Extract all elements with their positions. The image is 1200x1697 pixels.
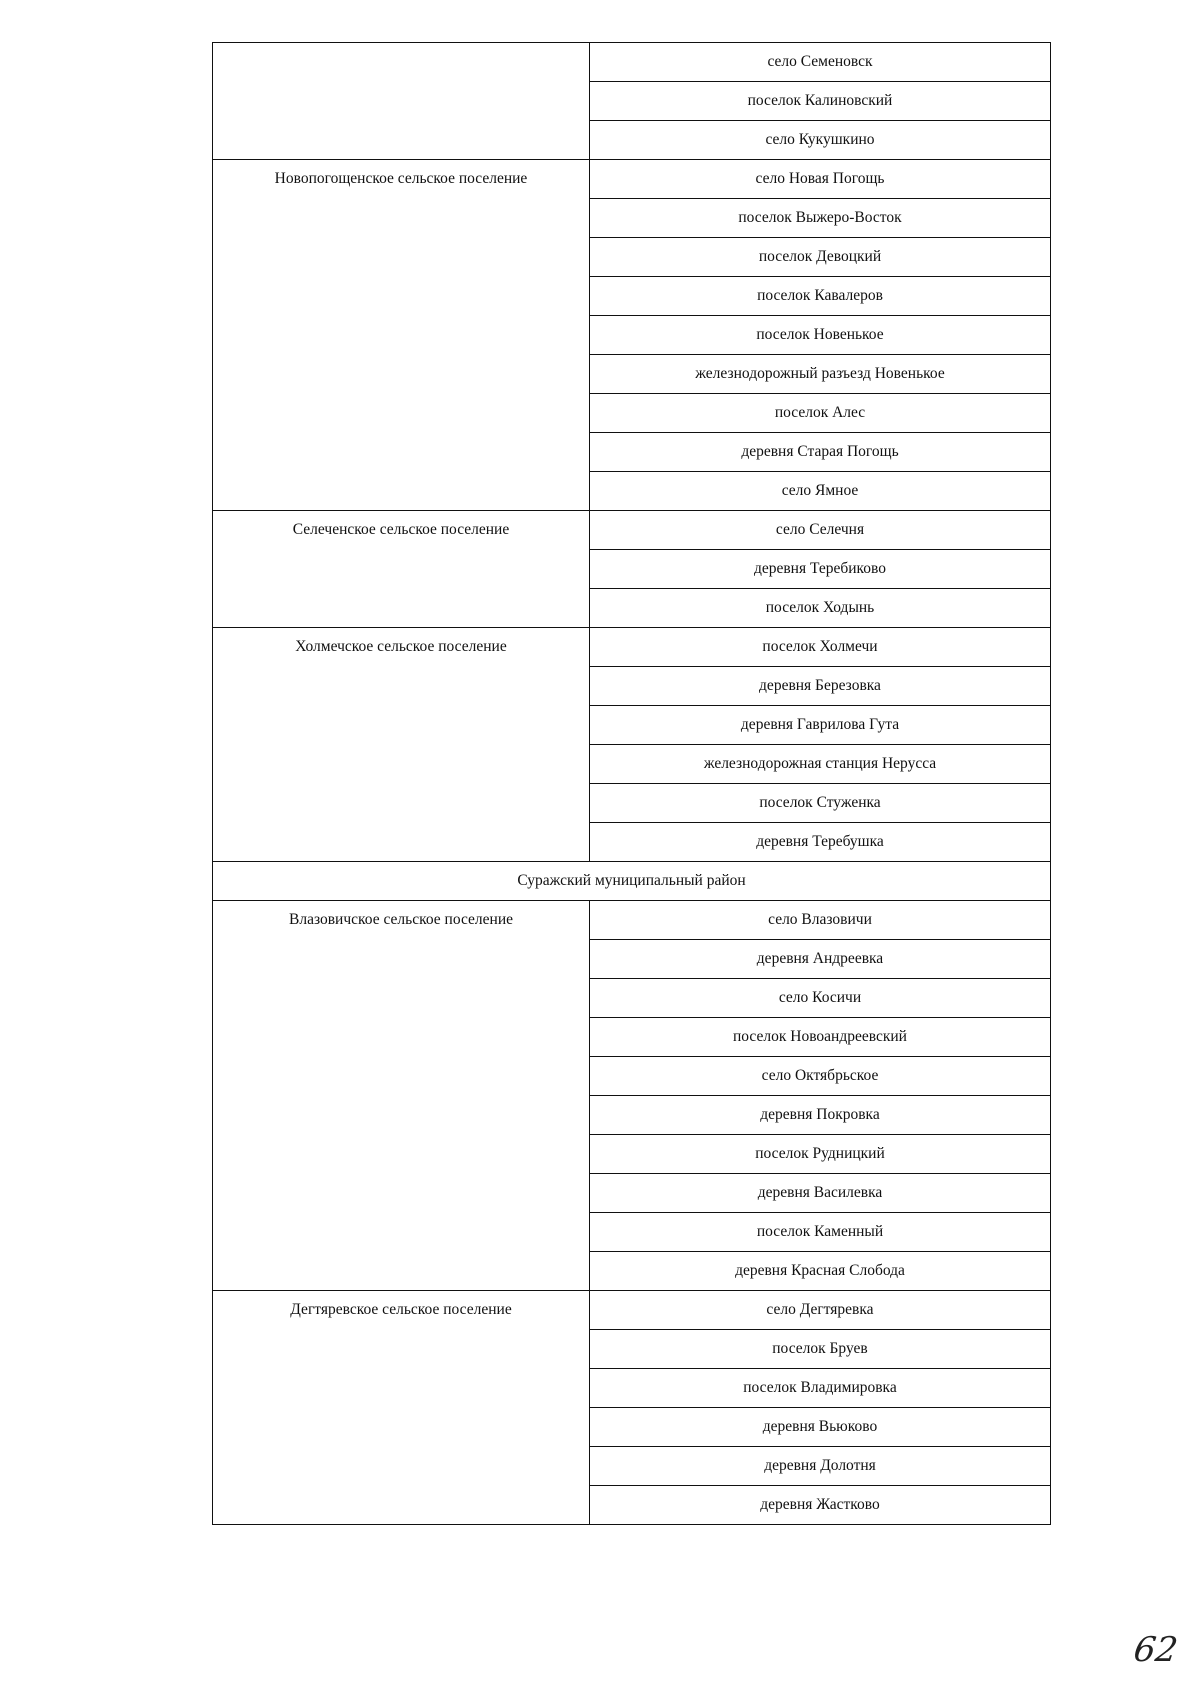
locality-name: железнодорожный разъезд Новенькое <box>590 355 1051 394</box>
locality-name: село Влазовичи <box>590 901 1051 940</box>
locality-name: деревня Жастково <box>590 1486 1051 1525</box>
locality-name: деревня Вьюково <box>590 1408 1051 1447</box>
district-row <box>213 862 1051 901</box>
locality-name: село Новая Погощь <box>590 160 1051 199</box>
locality-name: поселок Девоцкий <box>590 238 1051 277</box>
settlement-name <box>213 43 590 160</box>
locality-name: поселок Новенькое <box>590 316 1051 355</box>
locality-name: поселок Алес <box>590 394 1051 433</box>
locality-name: деревня Андреевка <box>590 940 1051 979</box>
settlement-name: Дегтяревское сельское поселение <box>213 1291 590 1525</box>
locality-name: село Дегтяревка <box>590 1291 1051 1330</box>
settlements-table-body <box>213 43 1051 1525</box>
locality-name: село Селечня <box>590 511 1051 550</box>
locality-name: поселок Новоандреевский <box>590 1018 1051 1057</box>
table-row <box>213 901 1051 940</box>
settlement-name: Новопогощенское сельское поселение <box>213 160 590 511</box>
table-row <box>213 511 1051 550</box>
locality-name: деревня Покровка <box>590 1096 1051 1135</box>
settlement-name: Холмечское сельское поселение <box>213 628 590 862</box>
locality-name: деревня Василевка <box>590 1174 1051 1213</box>
table-row <box>213 160 1051 199</box>
page-number: 62 <box>1131 1630 1181 1670</box>
table-row <box>213 628 1051 667</box>
locality-name: поселок Стуженка <box>590 784 1051 823</box>
locality-name: деревня Гаврилова Гута <box>590 706 1051 745</box>
settlement-name: Влазовичское сельское поселение <box>213 901 590 1291</box>
locality-name: село Октябрьское <box>590 1057 1051 1096</box>
locality-name: поселок Ходынь <box>590 589 1051 628</box>
locality-name: деревня Теребушка <box>590 823 1051 862</box>
district-name: Суражский муниципальный район <box>213 862 1051 901</box>
locality-name: поселок Владимировка <box>590 1369 1051 1408</box>
locality-name: поселок Каменный <box>590 1213 1051 1252</box>
locality-name: деревня Красная Слобода <box>590 1252 1051 1291</box>
locality-name: железнодорожная станция Нерусса <box>590 745 1051 784</box>
locality-name: поселок Рудницкий <box>590 1135 1051 1174</box>
locality-name: село Ямное <box>590 472 1051 511</box>
settlement-name: Селеченское сельское поселение <box>213 511 590 628</box>
locality-name: поселок Калиновский <box>590 82 1051 121</box>
locality-name: село Кукушкино <box>590 121 1051 160</box>
locality-name: деревня Старая Погощь <box>590 433 1051 472</box>
locality-name: поселок Бруев <box>590 1330 1051 1369</box>
locality-name: поселок Кавалеров <box>590 277 1051 316</box>
locality-name: село Семеновск <box>590 43 1051 82</box>
settlements-table <box>212 42 1051 1525</box>
locality-name: поселок Холмечи <box>590 628 1051 667</box>
locality-name: село Косичи <box>590 979 1051 1018</box>
locality-name: поселок Выжеро-Восток <box>590 199 1051 238</box>
table-row <box>213 1291 1051 1330</box>
table-row <box>213 43 1051 82</box>
locality-name: деревня Теребиково <box>590 550 1051 589</box>
locality-name: деревня Долотня <box>590 1447 1051 1486</box>
locality-name: деревня Березовка <box>590 667 1051 706</box>
